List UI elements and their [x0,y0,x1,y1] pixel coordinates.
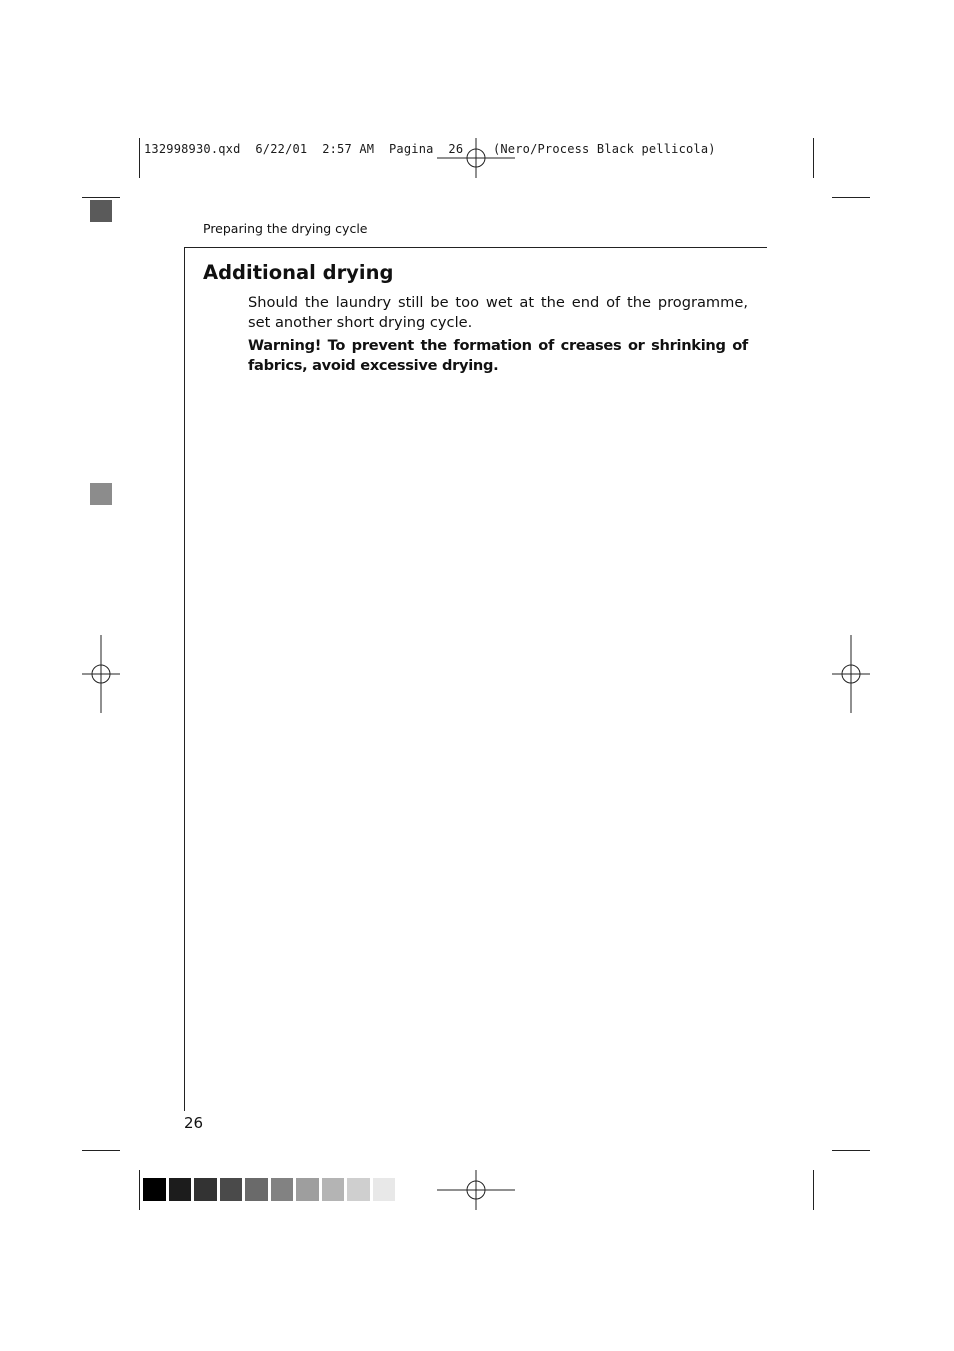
crop-mark-left-bottom [82,1150,120,1151]
page-margin-rule [184,247,185,1111]
color-swatch [271,1178,294,1201]
color-swatch [373,1178,396,1201]
color-swatch [169,1178,192,1201]
crosshair-circle-icon [832,635,870,713]
crop-mark-top-right [813,138,814,178]
crosshair-circle-icon [437,138,515,178]
color-swatch [347,1178,370,1201]
crop-mark-bottom-left [139,1170,140,1210]
crop-mark-right-bottom [832,1150,870,1151]
registration-mark-top [437,138,515,178]
crop-mark-top-left [139,138,140,178]
printer-slug-line: 132998930.qxd 6/22/01 2:57 AM Pagina 26 (Nero/Process Black pellicola) [144,142,716,156]
header-rule [184,247,767,248]
section-title: Additional drying [203,261,394,284]
crosshair-circle-icon [82,635,120,713]
color-swatch [220,1178,243,1201]
color-swatch [245,1178,268,1201]
body-paragraph: Should the laundry still be too wet at the end of the programme, set another short drying cycle. [248,294,748,331]
crop-mark-right-top [832,197,870,198]
registration-mark-right [832,635,870,713]
color-swatch [143,1178,166,1201]
crop-mark-bottom-right [813,1170,814,1210]
page-number: 26 [184,1114,204,1132]
thumb-tab-upper [90,200,112,222]
color-swatch [322,1178,345,1201]
registration-mark-left [82,635,120,713]
thumb-tab-lower [90,483,112,505]
crop-mark-left-top [82,197,120,198]
crosshair-circle-icon [437,1170,515,1210]
color-swatch [194,1178,217,1201]
running-head: Preparing the drying cycle [203,221,368,236]
color-swatch [296,1178,319,1201]
warning-paragraph: Warning! To prevent the formation of creases or shrinking of fabrics, avoid excessive drying. [248,337,748,374]
registration-mark-bottom [437,1170,515,1210]
grayscale-color-bar [143,1178,395,1201]
